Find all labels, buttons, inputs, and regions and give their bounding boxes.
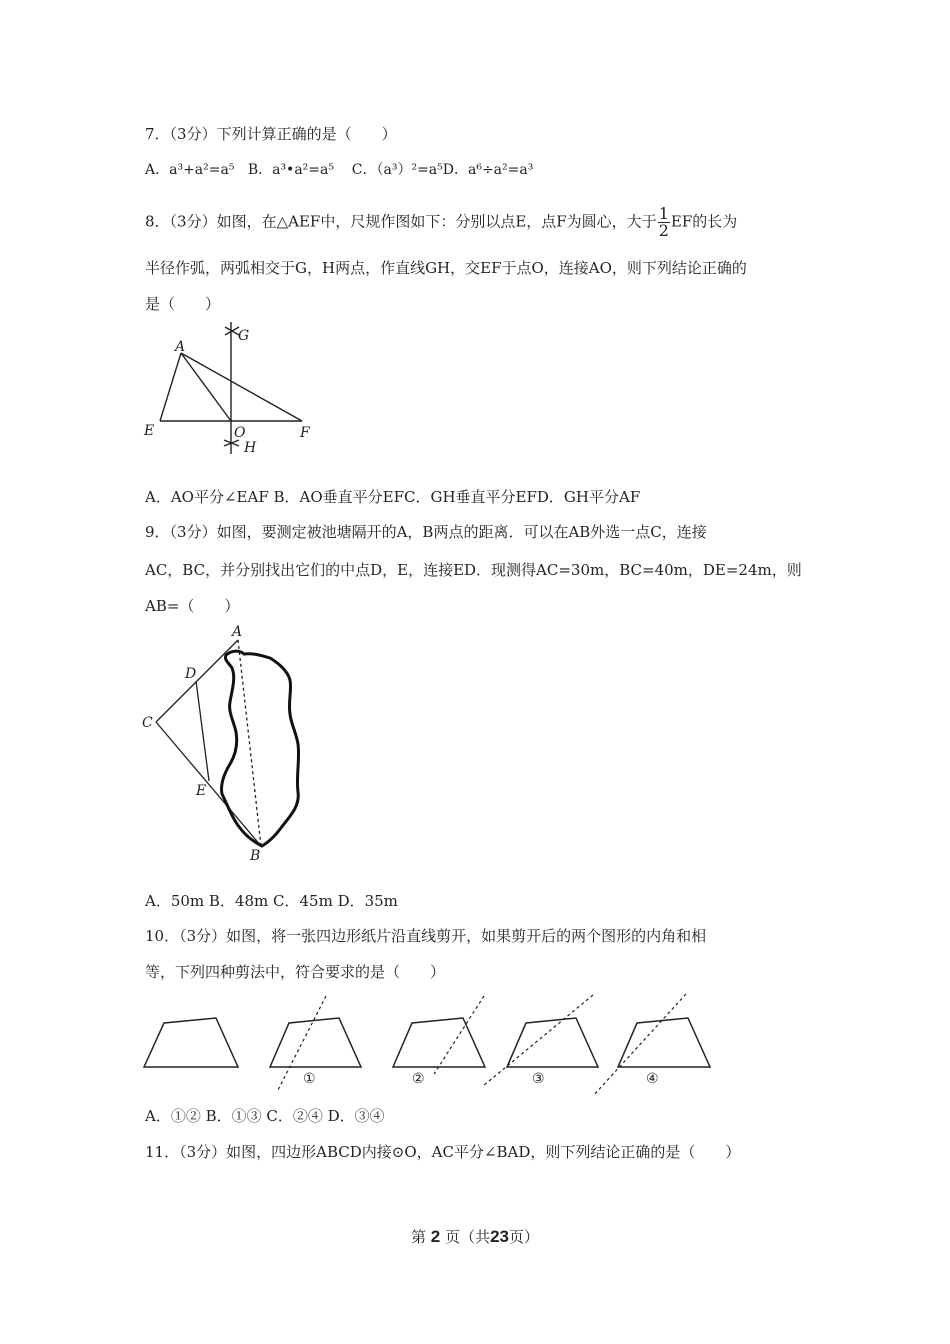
- q8-figure-triangle: [140, 320, 330, 460]
- quad-cut-2: [393, 1018, 485, 1067]
- segment-cb: [156, 722, 261, 846]
- label-h: H: [244, 440, 257, 456]
- footer-post: 页）: [508, 1228, 539, 1246]
- q8-stem-line2: 半径作弧，两弧相交于G，H两点，作直线GH，交EF于点O，连接AO，则下列结论正确的: [145, 259, 747, 277]
- segment-ao: [181, 353, 231, 421]
- q10-stem-line2: 等，下列四种剪法中，符合要求的是（ ）: [145, 963, 446, 981]
- q8-stem-line3: 是（ ）: [145, 295, 221, 313]
- footer-pre: 第: [411, 1228, 427, 1246]
- q7-option-b: B．a³•a²=a⁵: [247, 162, 334, 178]
- q8-stem: [145, 206, 737, 239]
- q7-option-d: D．a⁶÷a²=a³: [442, 162, 534, 178]
- q7-option-c: C．（a³）²=a⁵: [351, 162, 443, 178]
- q8-options: A．AO平分∠EAF B．AO垂直平分EFC．GH垂直平分EFD．GH平分AF: [145, 488, 641, 506]
- q8-stem-post: EF的长为: [670, 212, 738, 231]
- footer-total-pages: 23: [490, 1227, 509, 1246]
- q9-stem-line2: AC，BC，并分别找出它们的中点D，E，连接ED．现测得AC=30m，BC=40m，DE=24m，则: [145, 561, 802, 579]
- cut-line-4: [593, 994, 686, 1096]
- segment-ac: [156, 640, 238, 722]
- footer-page-number: 2: [430, 1227, 441, 1246]
- label-g: G: [238, 328, 250, 344]
- fraction-denominator: 2: [658, 221, 669, 240]
- segment-ab-dashed: [238, 640, 261, 846]
- label-e: E: [144, 423, 155, 439]
- label-a: A: [232, 624, 243, 640]
- pond-outline: [221, 651, 298, 846]
- q10-stem-line1: 10．（3分）如图，将一张四边形纸片沿直线剪开，如果剪开后的两个图形的内角和相: [145, 927, 707, 945]
- segment-ae: [160, 353, 181, 421]
- cut-line-1: [278, 996, 326, 1090]
- q7-stem: 7．（3分）下列计算正确的是（ ）: [145, 125, 397, 143]
- label-c: C: [142, 715, 153, 731]
- q10-options: A．①② B．①③ C．②④ D．③④: [145, 1107, 385, 1125]
- quad-original: [144, 1018, 238, 1067]
- q9-figure-pond: [140, 620, 310, 870]
- half-fraction: [658, 206, 670, 239]
- label-cut-1: ①: [303, 1071, 316, 1087]
- q10-figure-quadrilaterals: [140, 990, 720, 1090]
- label-cut-3: ③: [532, 1071, 545, 1087]
- fraction-numerator: 1: [658, 204, 669, 223]
- label-o: O: [234, 425, 246, 441]
- label-b: B: [250, 848, 261, 864]
- page-footer: [0, 1226, 950, 1247]
- q7-options: [145, 160, 533, 180]
- q11-stem: 11．（3分）如图，四边形ABCD内接⊙O，AC平分∠BAD，则下列结论正确的是（ ）: [145, 1143, 741, 1161]
- footer-mid: 页（共: [445, 1228, 491, 1246]
- quad-cut-3: [507, 1018, 598, 1067]
- label-a: A: [175, 339, 186, 355]
- label-d: D: [185, 666, 197, 682]
- label-cut-4: ④: [646, 1071, 659, 1087]
- q9-stem-line3: AB=（ ）: [145, 597, 240, 615]
- segment-af: [181, 353, 302, 421]
- cut-line-2: [434, 996, 484, 1074]
- q9-stem-line1: 9．（3分）如图，要测定被池塘隔开的A，B两点的距离．可以在AB外选一点C，连接: [145, 523, 707, 541]
- label-cut-2: ②: [412, 1071, 425, 1087]
- q9-options: A．50m B．48m C．45m D．35m: [145, 892, 398, 910]
- q7-option-a: A．a³+a²=a⁵: [145, 162, 235, 178]
- label-f: F: [300, 425, 310, 441]
- quad-cut-1: [270, 1018, 361, 1067]
- label-e: E: [196, 783, 207, 799]
- quad-cut-4: [618, 1018, 710, 1067]
- segment-de: [196, 681, 209, 781]
- q8-stem-pre: 8．（3分）如图，在△AEF中，尺规作图如下：分别以点E，点F为圆心，大于: [145, 212, 657, 231]
